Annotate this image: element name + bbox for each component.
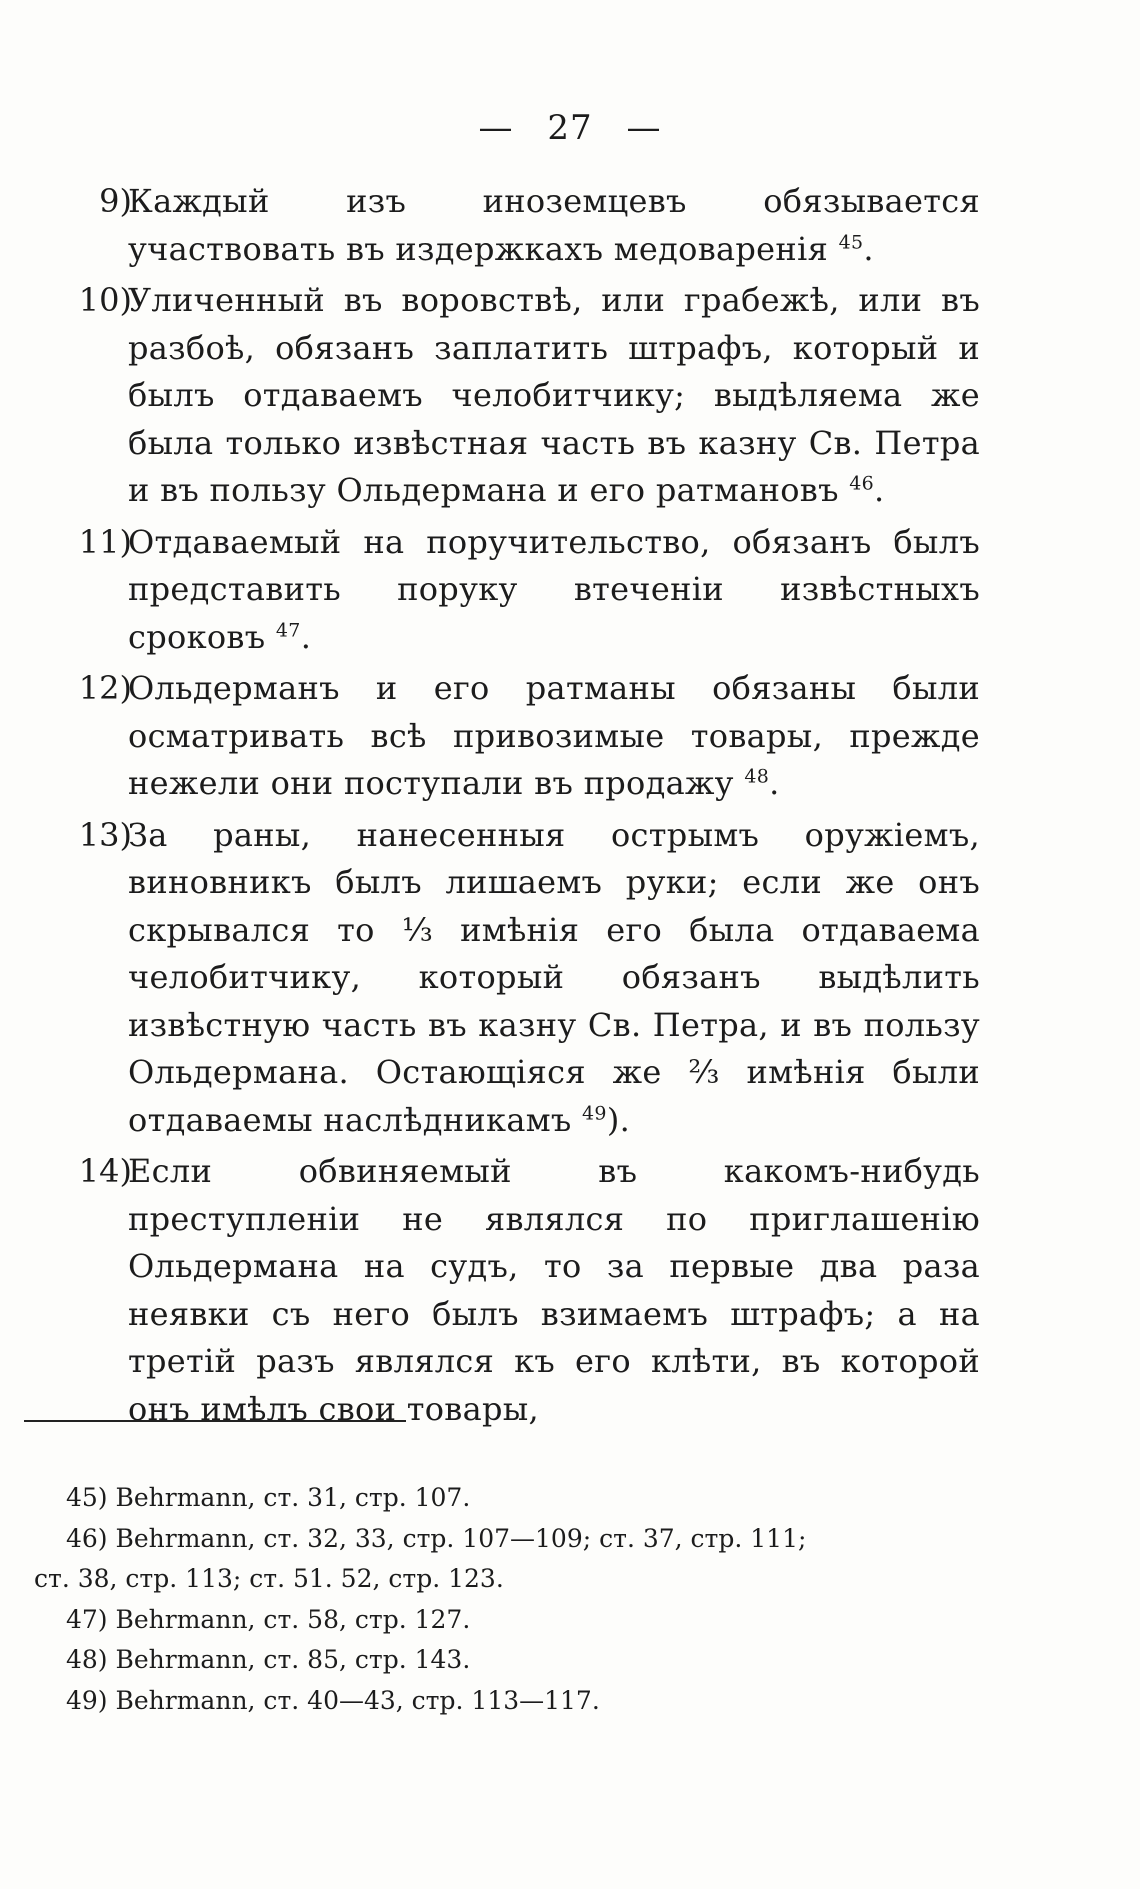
footnote-ref: 49	[582, 1101, 607, 1124]
footnote-separator	[24, 1420, 406, 1422]
footnote-45: 45) Behrmann, ст. 31, стр. 107.	[66, 1483, 471, 1512]
footnote-47: 47) Behrmann, ст. 58, стр. 127.	[66, 1604, 471, 1634]
paragraph-number: 13)	[78, 815, 132, 854]
paragraph-text: Отдаваемый на поручительство, обязанъ былъ представить поруку втеченіи извѣстныхъ сроковъ	[128, 522, 980, 656]
numbered-paragraphs	[0, 178, 1140, 1433]
footnote-48: 48) Behrmann, ст. 85, стр. 143.	[66, 1645, 471, 1674]
paragraph-tail: .	[769, 764, 780, 802]
paragraph-tail: ).	[606, 1100, 631, 1139]
paragraph-13	[0, 812, 1140, 1145]
paragraph-10	[0, 277, 1140, 515]
footnote-ref: 48	[744, 765, 770, 788]
paragraph-text: Если обвиняемый въ какомъ-нибудь преступленіи не являлся по приглашенію Ольдермана на судъ, то за первые два раза неявки съ него былъ взимаемъ штрафъ; а на третій разъ являлся къ его клѣти, въ которой онъ имѣлъ свои товары,	[128, 1152, 980, 1428]
paragraph-text: Ольдерманъ и его ратманы обязаны были осматривать всѣ привозимые товары, прежде нежели они поступали въ продажу	[128, 669, 980, 802]
paragraph-number: 11)	[78, 522, 132, 561]
paragraph-12	[0, 665, 1140, 808]
paragraph-tail: .	[874, 471, 885, 509]
paragraph-text: За раны, нанесенныя острымъ оружіемъ, виновникъ былъ лишаемъ руки; если же онъ скрывался то ⅓ имѣнія его была отдаваема челобитчику, который обязанъ выдѣлить извѣстную часть въ казну Св. Петра, и въ пользу Ольдермана. Остающіяся же ⅔ имѣнія были отдаваемы наслѣдникамъ	[128, 815, 980, 1139]
paragraph-9	[0, 178, 1140, 273]
footnote-46-continuation: ст. 38, стр. 113; ст. 51. 52, стр. 123.	[34, 1564, 504, 1593]
paragraph-14	[0, 1148, 1140, 1433]
page-header	[0, 108, 1140, 148]
footnotes	[0, 1478, 1140, 1721]
paragraph-number: 9)	[99, 182, 132, 220]
paragraph-text: Каждый изъ иноземцевъ обязывается участвовать въ издержкахъ медоваренія	[128, 182, 980, 268]
footnote-ref: 47	[275, 618, 301, 641]
page-number: 27	[547, 108, 593, 148]
header-dash-left: —	[478, 108, 514, 148]
paragraph-number: 14)	[78, 1152, 132, 1190]
footnote-ref: 45	[838, 230, 864, 253]
footnote-ref: 46	[849, 472, 875, 495]
footnote-49: 49) Behrmann, ст. 40—43, стр. 113—117.	[66, 1685, 600, 1715]
paragraph-number: 12)	[78, 669, 132, 707]
footnote-46: 46) Behrmann, ст. 32, 33, стр. 107—109; ст. 37, стр. 111;	[66, 1523, 807, 1553]
paragraph-number: 10)	[78, 281, 132, 319]
paragraph-text: Уличенный въ воровствѣ, или грабежѣ, или въ разбоѣ, обязанъ заплатить штрафъ, который и былъ отдаваемъ челобитчику; выдѣляема же была только извѣстная часть въ казну Св. Петра и въ пользу Ольдермана и его ратмановъ	[128, 281, 980, 509]
paragraph-11	[0, 519, 1140, 662]
header-dash-right: —	[626, 108, 662, 148]
paragraph-tail: .	[863, 229, 874, 268]
paragraph-tail: .	[300, 617, 312, 656]
